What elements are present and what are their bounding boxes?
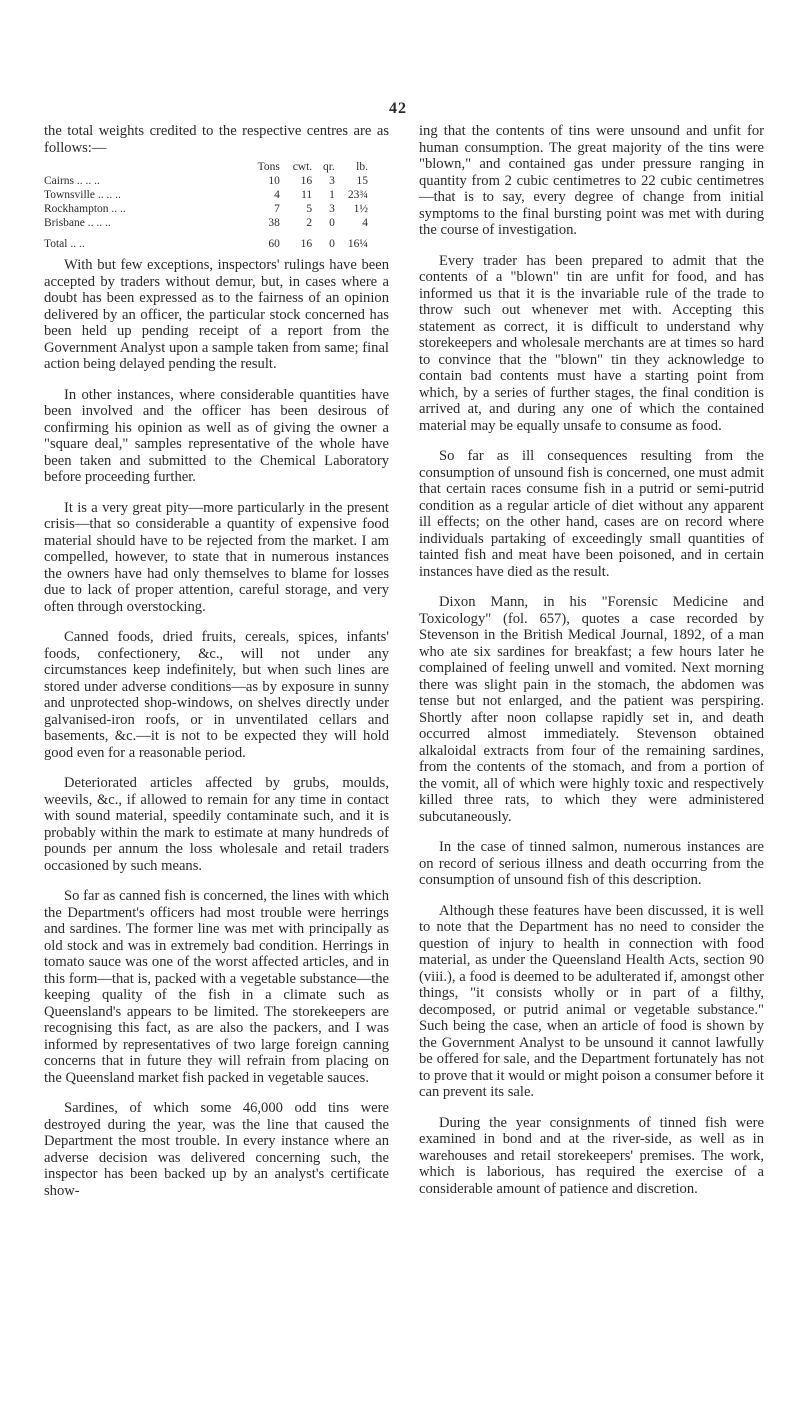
header-lb: lb. xyxy=(356,161,368,173)
paragraph: Although these features have been discussed, it is well to note that the Department has no need to consider the question of injury to health in connection with food material, as under the Queensland Health Acts, section 90 (viii.), a food is deemed to be adulterated if, amongst other things, "it consists wholly or in part of a filthy, decomposed, or putrid animal or vegetable substance." Such being the case, when an article of food is shown by the Government Analyst to be unsound it cannot lawfully be offered for sale, and the Department fortunately has not to prove that it would or might poison a consumer before it can prevent its sale. xyxy=(419,902,764,1100)
place-cell: Townsville .. .. .. xyxy=(44,189,121,201)
paragraph: Dixon Mann, in his "Forensic Medicine and Toxicology" (fol. 657), quotes a case recorded by Stevenson in the British Medical Journal, 1892, of a man who ate six sardines for breakfast; a few hours later he complained of feeling unwell and vomited. Next morning there was slight pain in the stomach, the abdomen was tense but not enlarged, and the patient was perspiring. Shortly after noon collapse rapidly set in, and death occurred almost immediately. Stevenson obtained alkaloidal extracts from four of the remaining sardines, from the contents of the stomach, and from a portion of the vomit, all of which were highly toxic and respectively killed three rats, to which they were administered subcutaneously. xyxy=(419,594,764,825)
paragraph: So far as canned fish is concerned, the lines with which the Department's officers had most trouble were herrings and sardines. The former line was met with principally as old stock and was in extremely bad condition. Herrings in tomato sauce was one of the worst affected articles, and in this form—that is, packed with a vegetable substance—the keeping quality of the fish in a climate such as Queensland's appears to be limited. The storekeepers are recognising this fact, as are also the packers, and I was informed by representatives of two large foreign canning concerns that in future they will refrain from placing on the Queensland market fish packed in vegetable sauces. xyxy=(44,888,389,1086)
table-header-row xyxy=(44,160,374,174)
paragraph: Every trader has been prepared to admit that the contents of a "blown" tin are unfit for food, and has informed us that it is the invariable rule of the trade to throw such out whenever met with. Accepting this statement as correct, it is difficult to understand why storekeepers and wholesale merchants are at times so hard to convince that the "blown" tin they acknowledge to contain bad contents must have a starting point from which, by a series of further stages, the final condition is arrived at, and during any one of which the contained material may be equally unsafe to consume as food. xyxy=(419,252,764,434)
tons-cell: 7 xyxy=(274,203,280,215)
table-row xyxy=(44,216,374,230)
tons-cell: 4 xyxy=(274,189,280,201)
intro-paragraph: the total weights credited to the respective centres are as follows:— xyxy=(44,123,389,156)
table-row xyxy=(44,174,374,188)
qr-cell: 1 xyxy=(329,189,335,201)
total-tons: 60 xyxy=(268,238,280,250)
header-qr: qr. xyxy=(322,161,335,173)
lb-cell: 23¾ xyxy=(347,189,368,201)
qr-cell: 3 xyxy=(329,203,335,215)
cwt-cell: 16 xyxy=(300,175,313,187)
page-number: 42 xyxy=(389,100,407,117)
right-column xyxy=(419,123,764,1211)
cwt-cell: 2 xyxy=(306,217,313,229)
qr-cell: 0 xyxy=(329,217,335,229)
left-column xyxy=(44,123,389,1213)
paragraph: Canned foods, dried fruits, cereals, spices, infants' foods, confectionery, &c., will not under any circumstances keep indefinitely, but when such lines are stored under adverse conditions—as by exposure in sunny and unprotected shop-windows, on shelves directly under galvanised-iron roofs, or in unventilated cellars and basements, &c.—it is not to be expected they will hold good even for a reasonable period. xyxy=(44,629,389,761)
total-lb: 16¼ xyxy=(347,238,368,250)
paragraph: With but few exceptions, inspectors' rulings have been accepted by traders without demur, but, in cases where a doubt has been expressed as to the fairness of an opinion delivered by an officer, the particular stock concerned has been held up pending receipt of a report from the Government Analyst upon a sample taken from same; final action being delayed pending the result. xyxy=(44,257,389,372)
lb-cell: 1½ xyxy=(353,203,368,215)
tons-cell: 38 xyxy=(268,217,280,229)
paragraph: So far as ill consequences resulting from the consumption of unsound fish is concerned, one must admit that certain races consume fish in a putrid or semi-putrid condition as a regular article of diet without any apparent ill effects; on the other hand, cases are on record where individuals partaking of exceedingly small quantities of tainted fish and meat have been poisoned, and in certain instances have died as the result. xyxy=(419,448,764,580)
cwt-cell: 5 xyxy=(306,203,313,215)
qr-cell: 3 xyxy=(329,175,335,187)
cwt-cell: 11 xyxy=(301,189,313,201)
lb-cell: 15 xyxy=(356,175,368,187)
paragraph: In the case of tinned salmon, numerous instances are on record of serious illness and death occurring from the consumption of unsound fish of this description. xyxy=(419,839,764,888)
paragraph: During the year consignments of tinned fish were examined in bond and at the river-side, as well as in warehouses and retail storekeepers' premises. The work, which is laborious, has required the exercise of a considerable amount of patience and discretion. xyxy=(419,1114,764,1197)
total-cwt: 16 xyxy=(300,238,313,250)
total-label: Total .. .. xyxy=(44,238,85,250)
tons-cell: 10 xyxy=(268,175,280,187)
place-cell: Cairns .. .. .. xyxy=(44,175,100,187)
place-cell: Brisbane .. .. .. xyxy=(44,217,111,229)
total-qr: 0 xyxy=(329,238,335,250)
table-row xyxy=(44,202,374,216)
paragraph: It is a very great pity—more particularly in the present crisis—that so considerable a quantity of expensive food material should have to be rejected from the market. I am compelled, however, to state that in numerous instances the owners have had only themselves to blame for losses due to lack of proper attention, careful storage, and very often through overstocking. xyxy=(44,499,389,615)
paragraph: Sardines, of which some 46,000 odd tins were destroyed during the year, was the line that caused the Department the most trouble. In every instance where an adverse decision was delivered concerning such, the inspector has been backed up by an analyst's certificate show- xyxy=(44,1100,389,1199)
paragraph: In other instances, where considerable quantities have been involved and the officer has been desirous of confirming his opinion as well as of giving the owner a "square deal," samples representative of the whole have been taken and submitted to the Chemical Laboratory before proceeding further. xyxy=(44,386,389,485)
place-cell: Rockhampton .. .. xyxy=(44,203,126,215)
header-cwt: cwt. xyxy=(292,161,313,173)
paragraph: Deteriorated articles affected by grubs, moulds, weevils, &c., if allowed to remain for any time in contact with sound material, speedily contaminate such, and it is probably within the mark to estimate at many hundreds of pounds per annum the loss wholesale and retail traders occasioned by such means. xyxy=(44,775,389,874)
lb-cell: 4 xyxy=(362,217,368,229)
table-total-row xyxy=(44,230,374,251)
paragraph: ing that the contents of tins were unsound and unfit for human consumption. The great majority of the tins were "blown," and contained gas under pressure ranging in quantity from 2 cubic centimetres to 22 cubic centimetres—that is to say, every degree of change from initial symptoms to the final bursting point was met with during the course of investigation. xyxy=(419,123,764,238)
table-row xyxy=(44,188,374,202)
weights-table xyxy=(44,160,374,251)
header-tons: Tons xyxy=(257,161,280,173)
